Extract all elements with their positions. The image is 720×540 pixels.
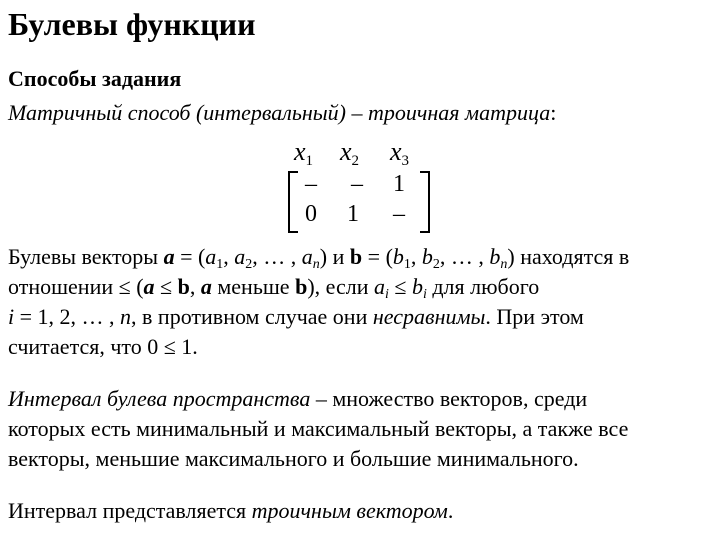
matrix-cell: – xyxy=(351,171,363,197)
matrix-cell: 1 xyxy=(347,201,359,227)
matrix-method-text: Матричный способ (интервальный) – троичная матрица xyxy=(8,100,551,125)
matrix-header-x3: $x_3$ xyxy=(390,137,410,169)
matrix-cell: 1 xyxy=(393,171,405,197)
matrix-cell: – xyxy=(393,201,405,227)
matrix-method-colon: : xyxy=(550,100,557,125)
matrix-method-line xyxy=(8,100,556,126)
interval-representation-paragraph xyxy=(8,496,714,526)
ternary-matrix xyxy=(288,137,428,237)
matrix-right-bracket xyxy=(420,171,430,233)
paragraph-line: Интервал булева пространства – множество векторов, среди xyxy=(8,386,588,411)
section-subtitle: Способы задания xyxy=(8,66,182,91)
ternary-vector-term: троичным вектором xyxy=(251,498,448,523)
matrix-cell: 0 xyxy=(305,201,317,227)
paragraph-line: векторы, меньшие максимального и большие минимального. xyxy=(8,446,579,471)
paragraph-line: Интервал представляется троичным вектором. xyxy=(8,498,454,523)
matrix-header-x1: $x_1$ xyxy=(294,137,314,169)
paragraph-line: которых есть минимальный и максимальный векторы, а также все xyxy=(8,416,629,441)
paragraph-line: считается, что 0 ≤ 1. xyxy=(8,334,198,359)
paragraph-line: отношении ≤ (a ≤ b, a меньше b), если $a_i \le b_i$ для любого xyxy=(8,274,540,302)
matrix-cell: – xyxy=(305,171,317,197)
matrix-header-x2: $x_2$ xyxy=(340,137,360,169)
page-title: Булевы функции xyxy=(8,6,256,42)
boolean-vectors-paragraph xyxy=(8,242,714,362)
interval-term: Интервал булева пространства xyxy=(8,386,311,411)
paragraph-line: Булевы векторы $a = (a_1$, $a_2$, … , $a_n$) и $b = (b_1$, $b_2$, … , $b_n$) находятся в xyxy=(8,244,630,272)
paragraph-line: i = 1, 2, … , n, в противном случае они несравнимы. При этом xyxy=(8,304,584,329)
interval-definition-paragraph xyxy=(8,384,714,474)
